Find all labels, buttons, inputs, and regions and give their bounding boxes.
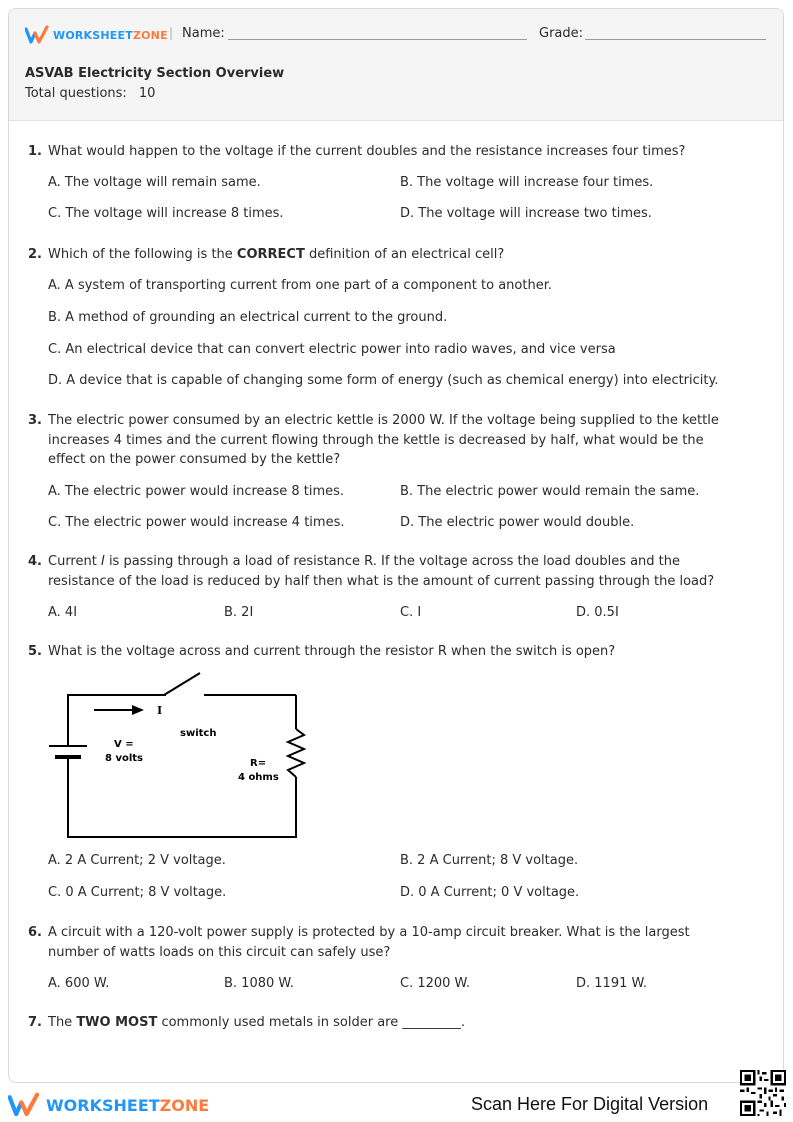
wire-top-left [68, 695, 166, 745]
question-text-part: commonly used metals in solder are _________. [157, 1015, 465, 1030]
question-text [48, 245, 738, 265]
total-questions-value: 10 [138, 86, 156, 101]
question-text-part: Current [48, 554, 101, 569]
option-b[interactable]: B. 2 A Current; 8 V voltage. [400, 853, 579, 868]
option-c[interactable]: C. An electrical device that can convert electric power into radio waves, and vice versa [48, 342, 616, 357]
switch-label: switch [180, 728, 217, 739]
option-c[interactable]: C. I [400, 605, 422, 620]
brand-worksheet: WORKSHEET [53, 28, 133, 42]
option-a[interactable]: A. 4I [48, 605, 78, 620]
question-number: 4. [28, 554, 42, 569]
option-c[interactable]: C. The electric power would increase 4 times. [48, 515, 345, 530]
question-number: 5. [28, 644, 42, 659]
question-text-part: Which of the following is the [48, 247, 237, 262]
option-c[interactable]: C. The voltage will increase 8 times. [48, 206, 284, 221]
option-b[interactable]: B. A method of grounding an electrical current to the ground. [48, 310, 448, 325]
option-d[interactable]: D. 0.5I [576, 605, 619, 620]
option-a[interactable]: A. The electric power would increase 8 times. [48, 484, 345, 499]
voltage-label-line1: V = [114, 739, 134, 750]
scan-text: Scan Here For Digital Version [471, 1094, 709, 1114]
question-number: 3. [28, 413, 42, 428]
question-text [48, 1013, 738, 1033]
grade-label: Grade: [539, 26, 584, 41]
option-d[interactable]: D. A device that is capable of changing some form of energy (such as chemical energy) into electricity. [48, 373, 719, 388]
voltage-label-line2: 8 volts [105, 753, 143, 764]
question-text-part: definition of an electrical cell? [304, 247, 505, 262]
question-text: What would happen to the voltage if the current doubles and the resistance increases four times? [48, 144, 686, 159]
question-text: What is the voltage across and current through the resistor R when the switch is open? [48, 644, 616, 659]
name-label: Name: [182, 26, 225, 41]
worksheetzone-logo-icon [8, 1092, 40, 1118]
name-field[interactable] [228, 39, 527, 40]
footer-logo [8, 1092, 209, 1118]
switch-blade-icon [164, 673, 200, 695]
grade-field[interactable] [585, 39, 766, 40]
total-questions-label: Total questions: [25, 86, 127, 101]
question-number: 2. [28, 247, 42, 262]
option-b[interactable]: B. 2I [224, 605, 254, 620]
total-questions [25, 86, 155, 101]
worksheet-header [9, 9, 783, 121]
header-logo [25, 25, 168, 45]
question-text-part: The [48, 1015, 77, 1030]
brand-worksheet: WORKSHEET [46, 1095, 160, 1115]
qr-code-icon[interactable] [740, 1070, 786, 1116]
header-separator: | [169, 26, 174, 40]
question-text [48, 552, 738, 591]
option-d[interactable]: D. 1191 W. [576, 976, 647, 991]
option-b[interactable]: B. 1080 W. [224, 976, 294, 991]
question-emphasis: TWO MOST [76, 1015, 158, 1030]
resistor-icon [288, 729, 304, 777]
option-a[interactable]: A. A system of transporting current from one part of a component to another. [48, 278, 552, 293]
circuit-diagram [42, 669, 312, 844]
option-a[interactable]: A. 2 A Current; 2 V voltage. [48, 853, 226, 868]
option-c[interactable]: C. 1200 W. [400, 976, 471, 991]
worksheetzone-logo-icon [25, 25, 49, 45]
brand-zone: ZONE [132, 28, 168, 42]
question-number: 7. [28, 1015, 42, 1030]
question-number: 1. [28, 144, 42, 159]
option-d[interactable]: D. The electric power would double. [400, 515, 635, 530]
resistor-label-line2: 4 ohms [238, 772, 279, 783]
option-b[interactable]: B. The voltage will increase four times. [400, 175, 654, 190]
question-text: A circuit with a 120-volt power supply is protected by a 10-amp circuit breaker. What is the largest number of watts loads on this circuit can safely use? [48, 925, 690, 960]
option-a[interactable]: A. The voltage will remain same. [48, 175, 261, 190]
option-a[interactable]: A. 600 W. [48, 976, 110, 991]
question-text-part: is passing through a load of resistance R. If the voltage across the load doubles and the resistance of the load is reduced by half then what is the amount of current passing through the load? [48, 554, 715, 589]
brand-zone: ZONE [159, 1095, 210, 1115]
worksheet-sheet [8, 8, 784, 1083]
current-label: I [157, 704, 163, 717]
question-text: The electric power consumed by an electric kettle is 2000 W. If the voltage being supplied to the kettle increases 4 times and the current flowing through the kettle is decreased by half, what would be the effect on the power consumed by the kettle? [48, 413, 719, 467]
question-italic: I [100, 554, 105, 569]
wire-bottom [68, 759, 296, 837]
option-b[interactable]: B. The electric power would remain the same. [400, 484, 700, 499]
option-d[interactable]: D. The voltage will increase two times. [400, 206, 652, 221]
question-emphasis: CORRECT [236, 247, 305, 262]
worksheet-title: ASVAB Electricity Section Overview [25, 66, 285, 81]
option-c[interactable]: C. 0 A Current; 8 V voltage. [48, 885, 227, 900]
option-d[interactable]: D. 0 A Current; 0 V voltage. [400, 885, 580, 900]
resistor-label-line1: R= [250, 758, 267, 769]
question-number: 6. [28, 925, 42, 940]
arrowhead-icon [132, 705, 144, 715]
